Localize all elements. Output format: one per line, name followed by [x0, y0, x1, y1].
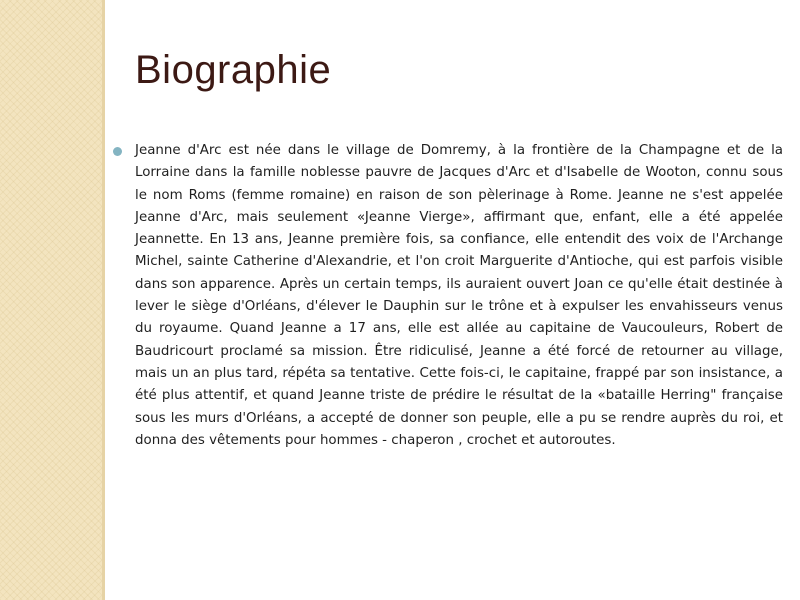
- body-paragraph: Jeanne d'Arc est née dans le village de Domremy, à la frontière de la Champagne et de la Lorraine dans la famille noblesse pauvre de Jacques d'Arc et d'Isabelle de Wooton, connu sous le nom Roms (femme romaine) en raison de son pèlerinage à Rome. Jeanne ne s'est appelée Jeanne d'Arc, mais seulement «Jeanne Vierge», affirmant que, enfant, elle a été appelée Jeannette. En 13 ans, Jeanne première fois, sa confiance, elle entendit des voix de l'Archange Michel, sainte Catherine d'Alexandrie, et l'on croit Marguerite d'Antioche, qui est parfois visible dans son apparence. Après un certain temps, ils auraient ouvert Joan ce qu'elle était destinée à lever le siège d'Orléans, d'élever le Dauphin sur le trône et à expulser les envahisseurs venus du royaume. Quand Jeanne a 17 ans, elle est allée au capitaine de Vaucouleurs, Robert de Baudricourt proclamé sa mission. Être ridiculisé, Jeanne a été forcé de retourner au village, mais un an plus tard, répéta sa tentative. Cette fois-ci, le capitaine, frappé par son insistance, a été plus attentif, et quand Jeanne triste de prédire le résultat de la «bataille Herring" française sous les murs d'Orléans, a accepté de donner son peuple, elle a pu se rendre auprès du roi, et donna des vêtements pour hommes - chaperon , crochet et autoroutes.: [135, 143, 783, 448]
- bullet-dot-icon: [113, 147, 122, 156]
- body-content: [113, 140, 783, 452]
- slide-title: Biographie: [135, 48, 332, 92]
- decorative-side-band: [0, 0, 105, 600]
